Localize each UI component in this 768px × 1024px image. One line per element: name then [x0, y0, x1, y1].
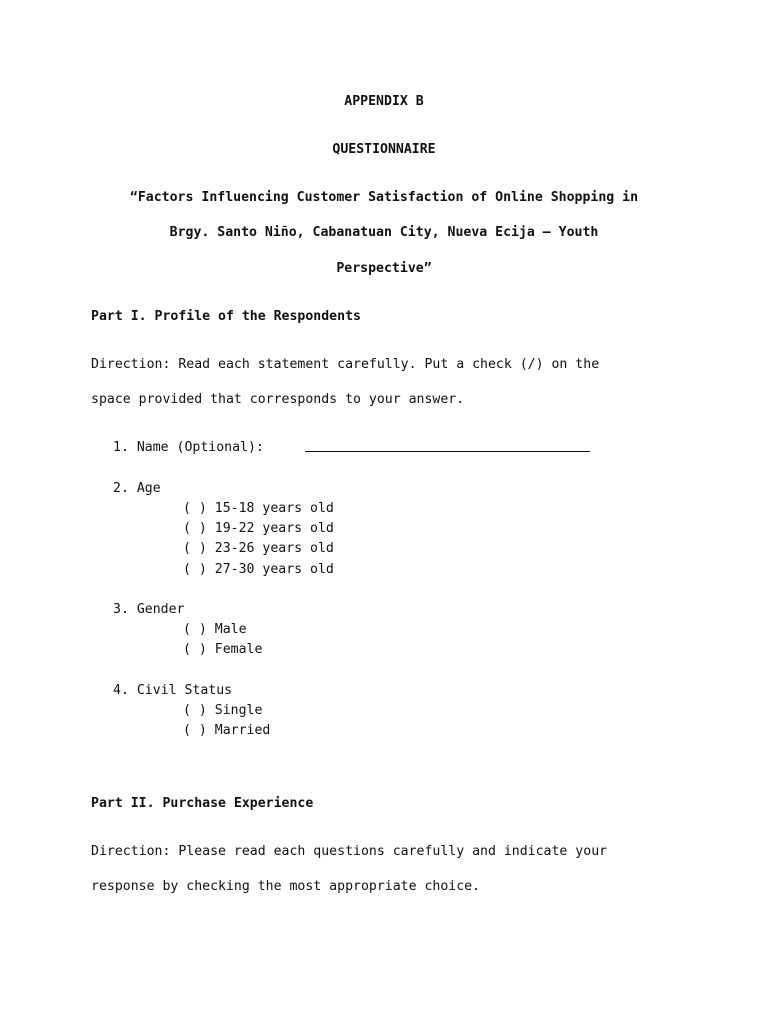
appendix-heading: APPENDIX B — [344, 94, 424, 109]
age-option-19-22[interactable]: ( ) 19-22 years old — [183, 521, 334, 536]
name-blank-line[interactable] — [305, 451, 590, 452]
part1-direction-line-1: Direction: Read each statement carefully. Put a check (/) on the — [91, 357, 600, 372]
age-option-27-30[interactable]: ( ) 27-30 years old — [183, 562, 334, 577]
part1-direction-line-2: space provided that corresponds to your answer. — [91, 392, 465, 407]
part2-direction-line-1: Direction: Please read each questions carefully and indicate your — [91, 844, 608, 859]
part1-heading: Part I. Profile of the Respondents — [91, 309, 361, 324]
age-option-23-26[interactable]: ( ) 23-26 years old — [183, 541, 334, 556]
questionnaire-heading: QUESTIONNAIRE — [332, 142, 436, 157]
civil-status-option-single[interactable]: ( ) Single — [183, 703, 263, 718]
civil-status-option-married[interactable]: ( ) Married — [183, 723, 271, 738]
q3-gender-label: 3. Gender — [113, 602, 185, 617]
title-line-1: “Factors Influencing Customer Satisfaction of Online Shopping in — [129, 190, 639, 205]
title-line-3: Perspective” — [336, 261, 432, 276]
q1-name-label: 1. Name (Optional): — [113, 440, 264, 455]
gender-option-female[interactable]: ( ) Female — [183, 642, 263, 657]
gender-option-male[interactable]: ( ) Male — [183, 622, 247, 637]
age-option-15-18[interactable]: ( ) 15-18 years old — [183, 501, 334, 516]
part2-direction-line-2: response by checking the most appropriate choice. — [91, 879, 481, 894]
title-line-2: Brgy. Santo Niño, Cabanatuan City, Nueva Ecija – Youth — [169, 225, 599, 240]
part2-heading: Part II. Purchase Experience — [91, 796, 314, 811]
q2-age-label: 2. Age — [113, 481, 161, 496]
q4-civil-status-label: 4. Civil Status — [113, 683, 233, 698]
